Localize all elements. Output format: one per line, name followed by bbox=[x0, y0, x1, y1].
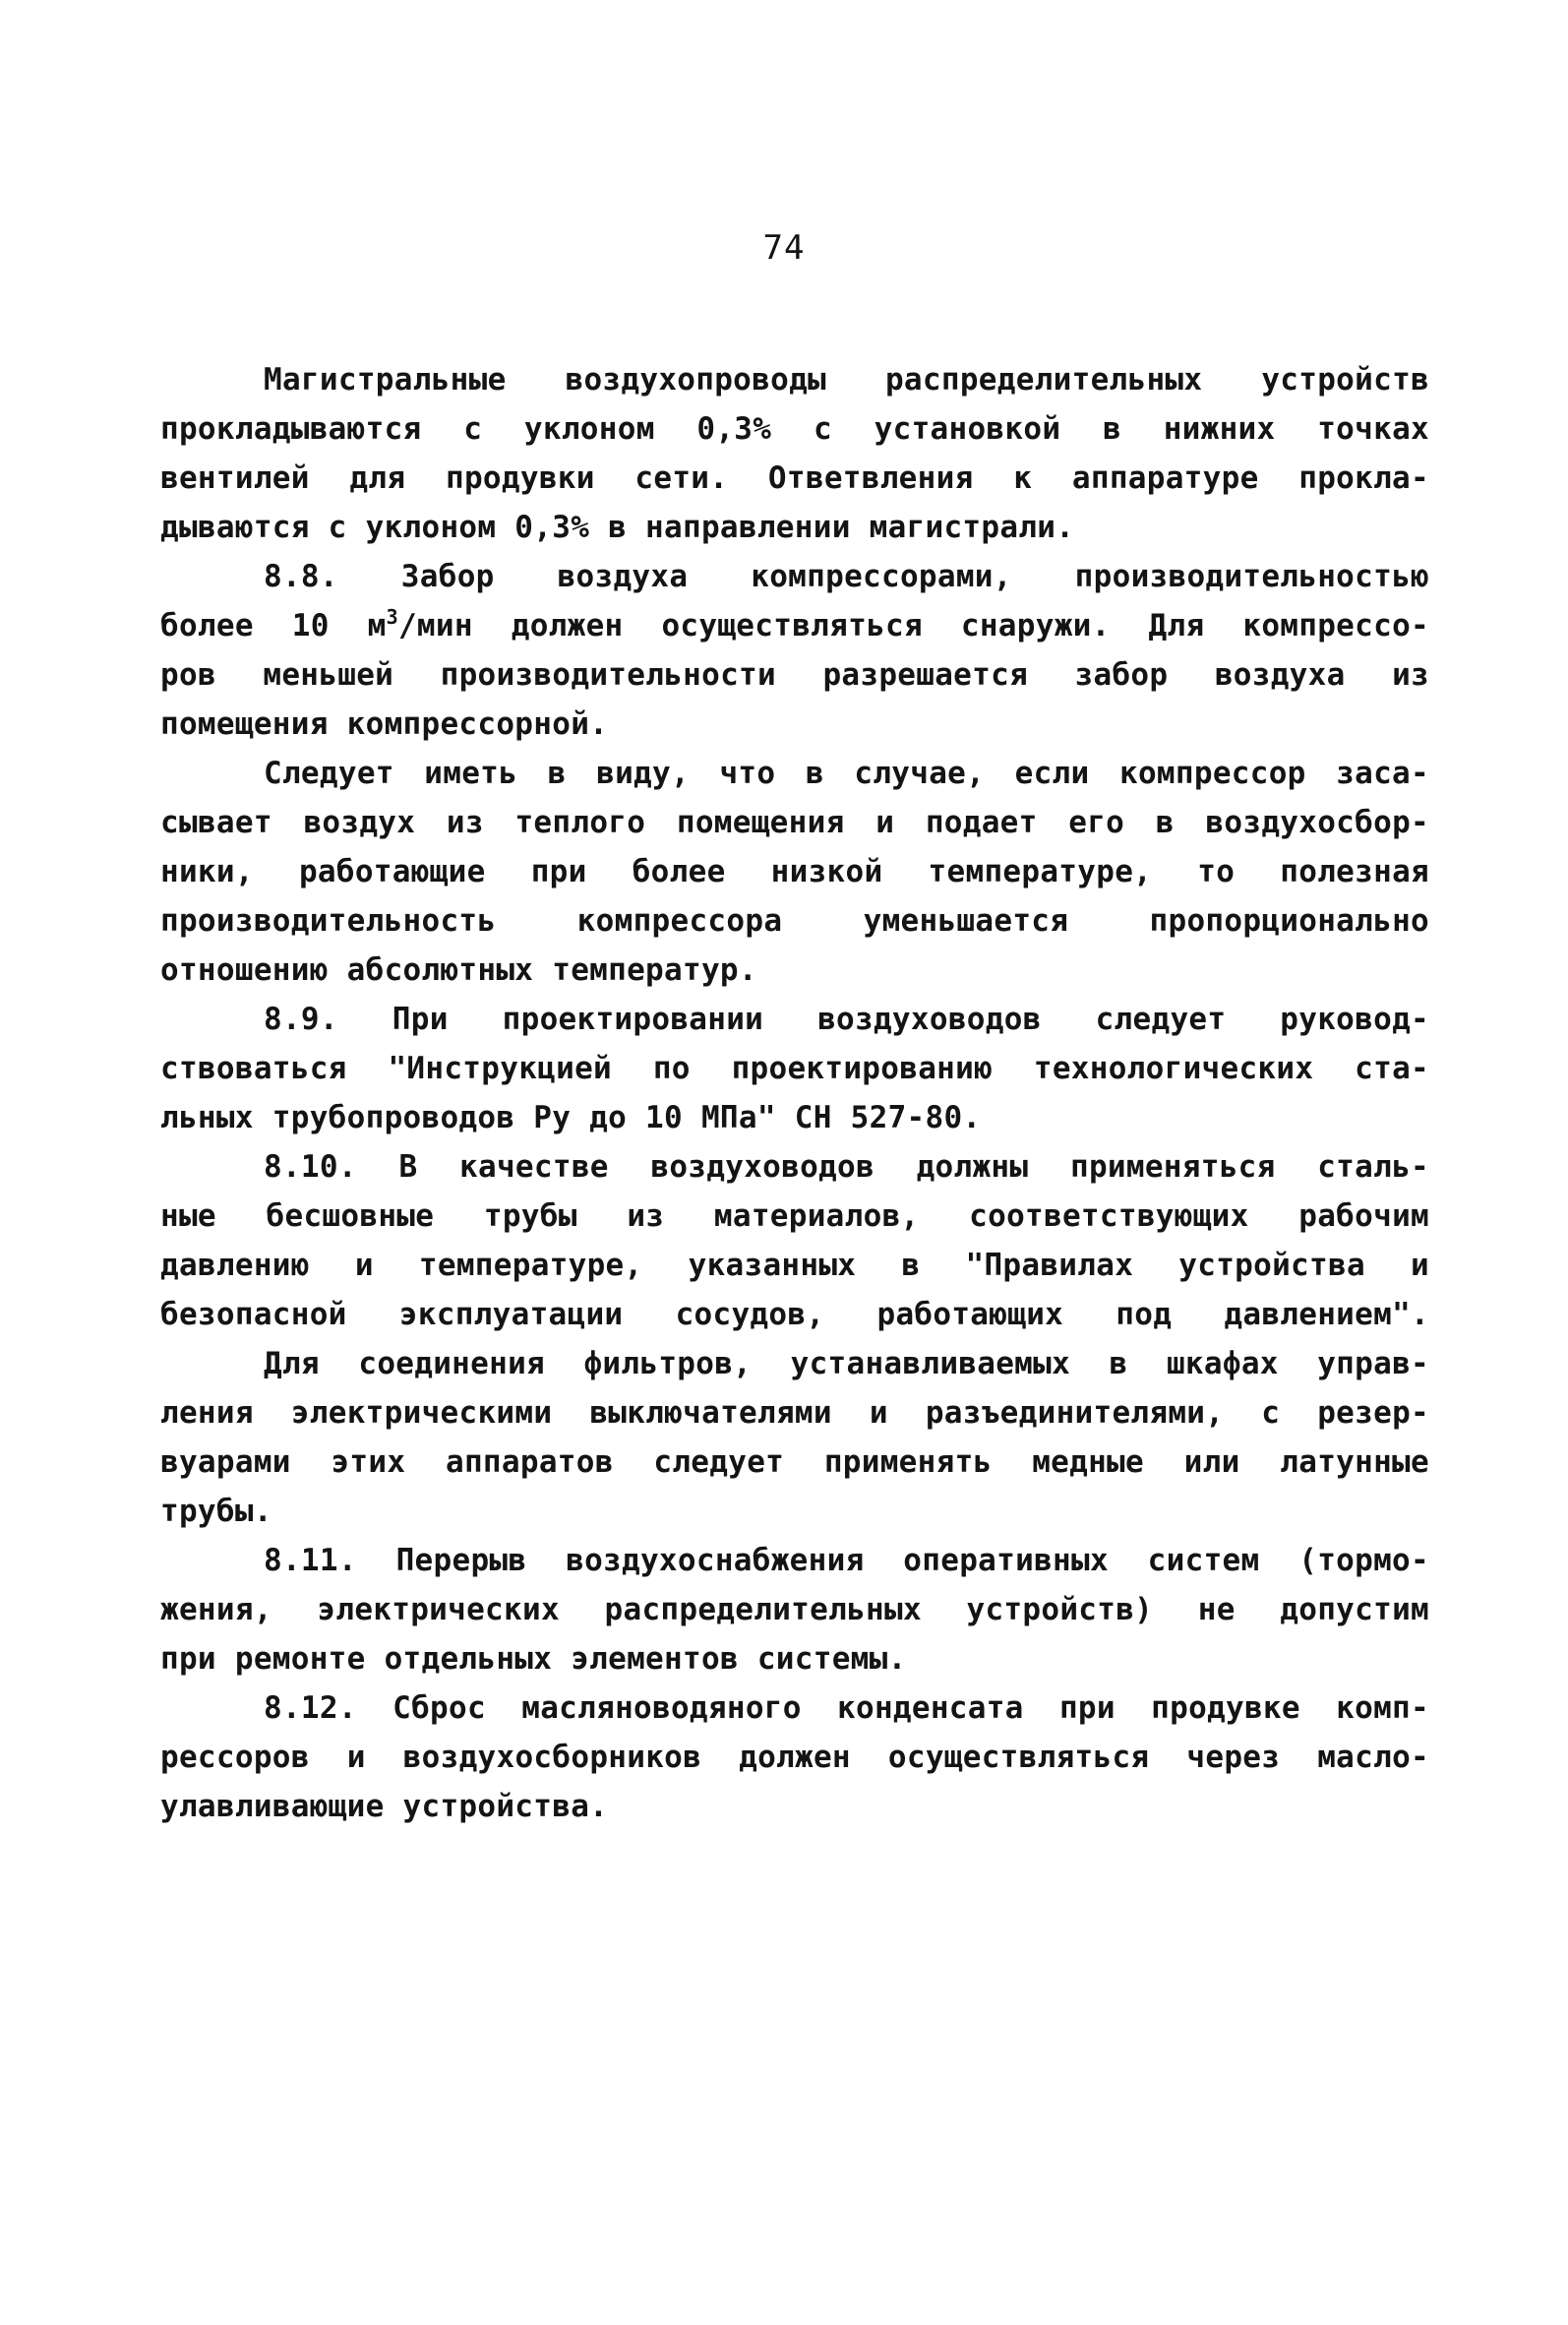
text-line: трубы. bbox=[160, 1494, 272, 1529]
text-line: прокладываются с уклоном 0,3% с установкой в нижних точках bbox=[160, 411, 1429, 447]
text-line: жения, электрических распределительных устройств) не допустим bbox=[160, 1592, 1429, 1627]
text-line: ствоваться "Инструкцией по проектированию технологических ста- bbox=[160, 1051, 1429, 1086]
page-number: 74 bbox=[762, 228, 806, 268]
text-line: льных трубопроводов Ру до 10 МПа" СН 527-80. bbox=[160, 1100, 982, 1135]
text-line: сывает воздух из теплого помещения и подает его в воздухосбор- bbox=[160, 805, 1429, 840]
text-line: 8.8. Забор воздуха компрессорами, производительностью bbox=[264, 559, 1429, 594]
text-line: ники, работающие при более низкой температуре, то полезная bbox=[160, 854, 1429, 889]
text-line: 8.9. При проектировании воздуховодов следует руковод- bbox=[264, 1002, 1429, 1037]
text-line bbox=[160, 602, 1429, 649]
text-line: отношению абсолютных температур. bbox=[160, 952, 757, 988]
text-line: 8.11. Перерыв воздухоснабжения оперативных систем (тормо- bbox=[264, 1543, 1429, 1578]
text-line: улавливающие устройства. bbox=[160, 1789, 609, 1824]
text-line: рессоров и воздухосборников должен осуществляться через масло- bbox=[160, 1740, 1429, 1775]
text-line: при ремонте отдельных элементов системы. bbox=[160, 1641, 907, 1677]
text-fragment: /мин должен осуществляться снаружи. Для компрессо- bbox=[397, 608, 1429, 643]
superscript: 3 bbox=[386, 605, 398, 629]
text-line: ления электрическими выключателями и разъединителями, с резер- bbox=[160, 1395, 1429, 1431]
text-line: Магистральные воздухопроводы распределительных устройств bbox=[264, 362, 1429, 398]
text-line: помещения компрессорной. bbox=[160, 706, 609, 742]
text-line: Для соединения фильтров, устанавливаемых в шкафах управ- bbox=[264, 1346, 1429, 1381]
text-line: Следует иметь в виду, что в случае, если компрессор заса- bbox=[264, 756, 1429, 791]
text-line: вентилей для продувки сети. Ответвления к аппаратуре прокла- bbox=[160, 460, 1429, 496]
text-line: вуарами этих аппаратов следует применять медные или латунные bbox=[160, 1444, 1429, 1480]
text-line: ров меньшей производительности разрешается забор воздуха из bbox=[160, 657, 1429, 693]
text-line: дываются с уклоном 0,3% в направлении магистрали. bbox=[160, 510, 1075, 545]
text-line: производительность компрессора уменьшается пропорционально bbox=[160, 903, 1429, 939]
text-line: безопасной эксплуатации сосудов, работающих под давлением". bbox=[160, 1297, 1429, 1332]
text-line: 8.12. Сброс масляноводяного конденсата при продувке комп- bbox=[264, 1690, 1429, 1726]
text-line: 8.10. В качестве воздуховодов должны применяться сталь- bbox=[264, 1149, 1429, 1185]
text-line: давлению и температуре, указанных в "Правилах устройства и bbox=[160, 1248, 1429, 1283]
text-line: ные бесшовные трубы из материалов, соответствующих рабочим bbox=[160, 1198, 1429, 1234]
text-fragment: более 10 м bbox=[160, 608, 387, 643]
